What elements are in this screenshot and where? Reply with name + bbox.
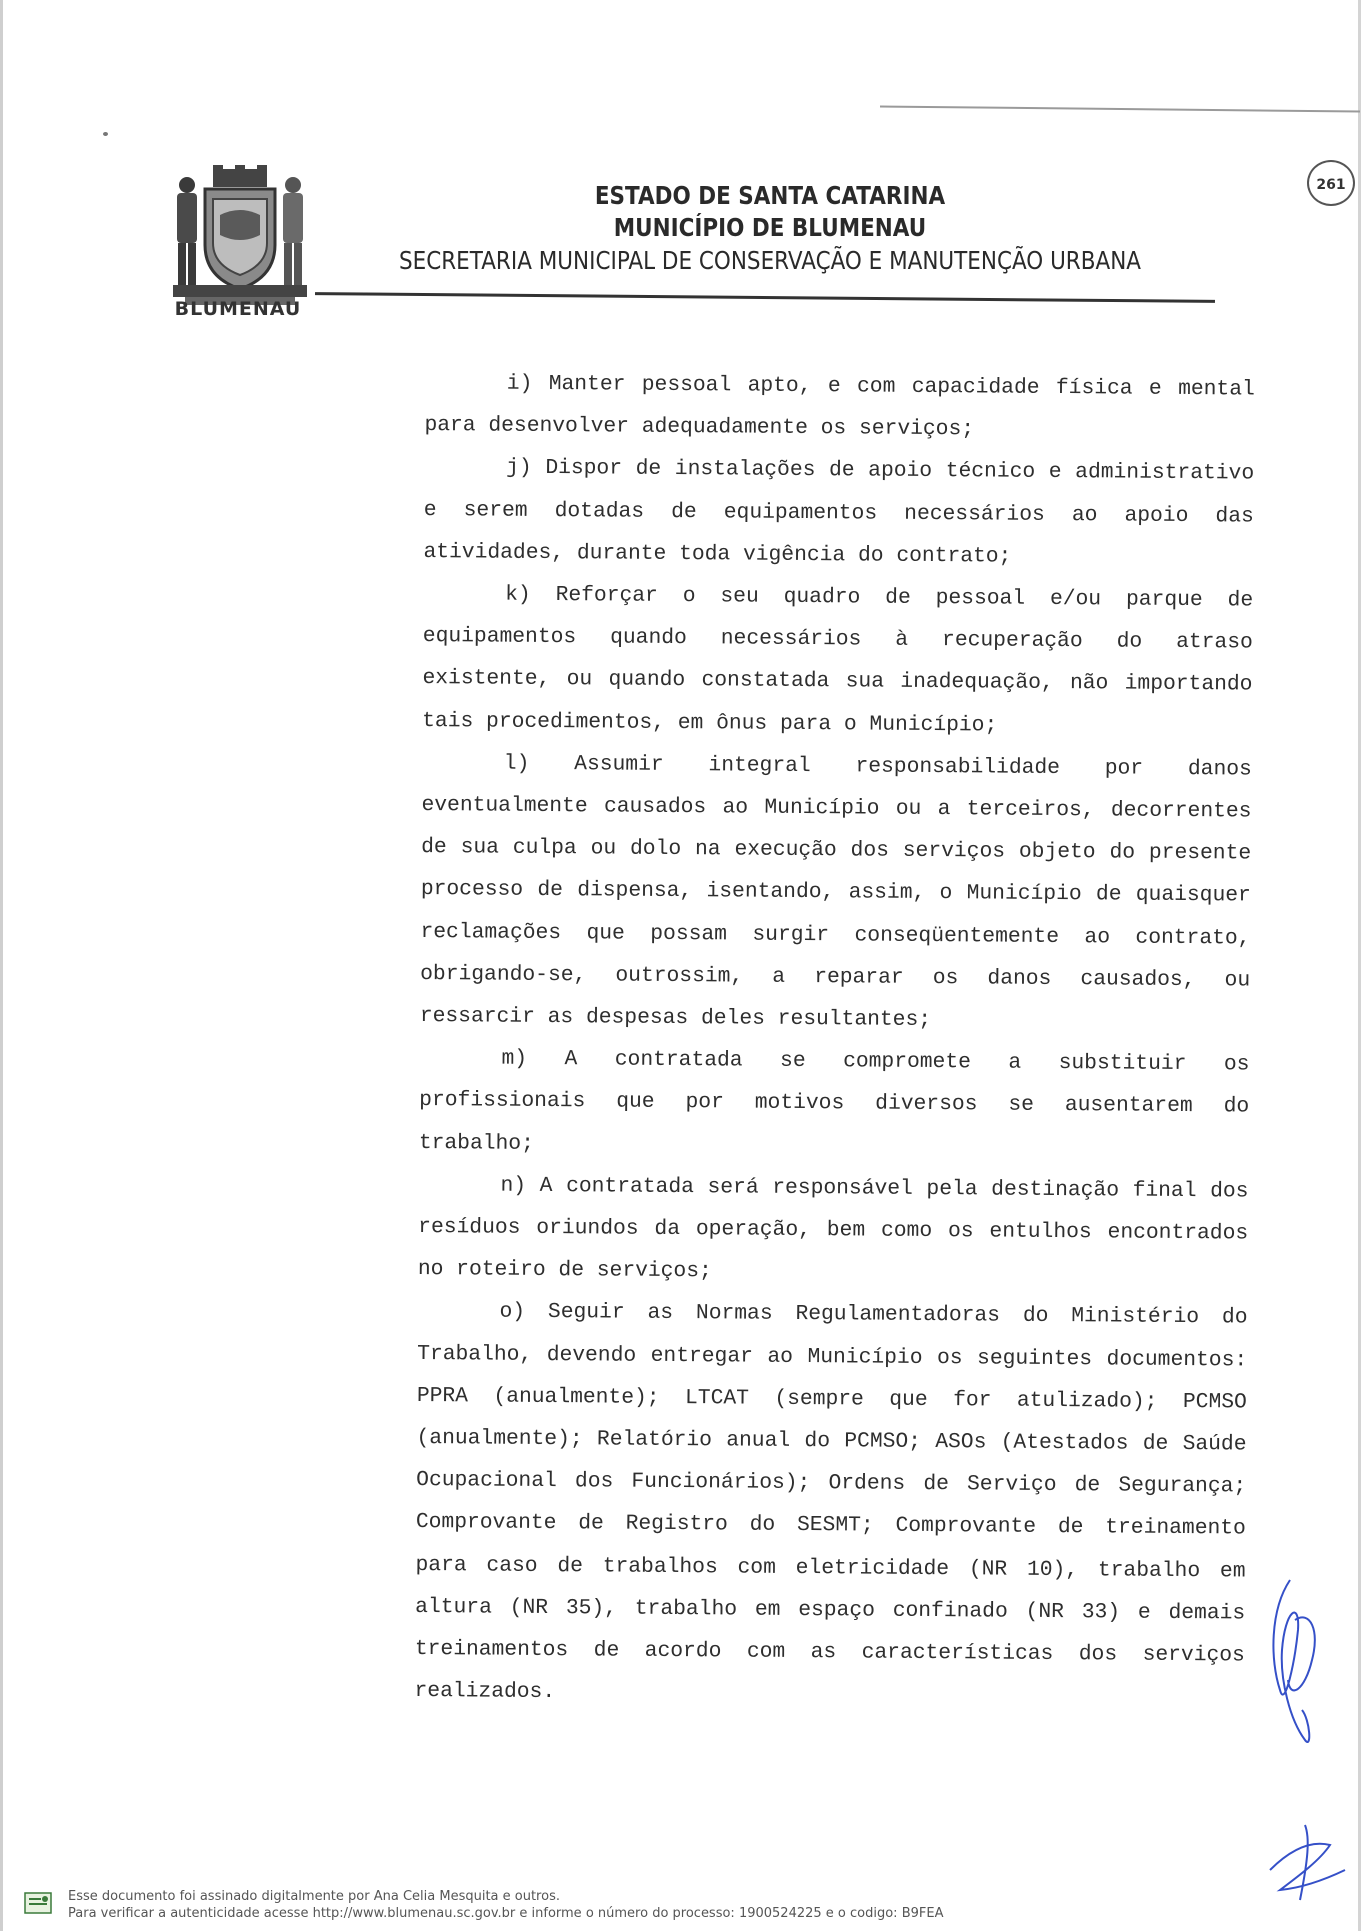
scan-speck bbox=[103, 132, 108, 136]
certificate-icon bbox=[24, 1892, 52, 1914]
page-number: 261 bbox=[1316, 177, 1346, 193]
header-state: ESTADO DE SANTA CATARINA bbox=[594, 181, 946, 210]
clause-j: j) Dispor de instalações de apoio técnico e administrativo e serem dotadas de equipamentos necessários ao apoio das atividades, durante toda vigência do contrato; bbox=[423, 456, 1255, 569]
header-municipality: MUNICÍPIO DE BLUMENAU bbox=[613, 213, 927, 242]
scan-top-line bbox=[880, 105, 1360, 112]
document-body bbox=[414, 362, 1255, 1719]
clause-o: o) Seguir as Normas Regulamentadoras do Ministério do Trabalho, devendo entregar ao Município os seguintes documentos: PPRA (anualmente); LTCAT (sempre que for atulizado); PCMSO (anualmente); Relatório anual do PCMSO; ASOs (Atestados de Saúde Ocupacional dos Funcionários); Ordens de Serviço de Segurança; Comprovante de Registro do SESMT; Comprovante de treinamento para caso de trabalhos com eletricidade (NR 10), trabalho em altura (NR 35), trabalho em espaço confinado (NR 33) e demais treinamentos de acordo com as características dos serviços realizados. bbox=[414, 1300, 1248, 1705]
footer-line-2: Para verificar a autenticidade acesse http://www.blumenau.sc.gov.br e informe o número do processo: 1900524225 e o codigo: B9FEA bbox=[68, 1906, 944, 1921]
clause-i: i) Manter pessoal apto, e com capacidade física e mental para desenvolver adequadamente os serviços; bbox=[424, 371, 1255, 442]
clause-l: l) Assumir integral responsabilidade por danos eventualmente causados ao Município ou a terceiros, decorrentes de sua culpa ou dolo na execução dos serviços objeto do presente processo de dispensa, isentando, assim, o Município de quaisquer reclamações que possam surgir conseqüentemente ao contrato, obrigando-se, outrossim, a reparar os danos causados, ou ressarcir as despesas deles resultantes; bbox=[419, 751, 1252, 1033]
digital-signature-footer bbox=[22, 1880, 1342, 1928]
clause-k: k) Reforçar o seu quadro de pessoal e/ou parque de equipamentos quando necessários à recuperação do atraso existente, ou quando constatada sua inadequação, não importando tais procedimentos, em ônus para o Município; bbox=[422, 582, 1254, 738]
header-department: SECRETARIA MUNICIPAL DE CONSERVAÇÃO E MANUTENÇÃO URBANA bbox=[398, 246, 1141, 275]
handwritten-signature bbox=[1250, 1570, 1360, 1930]
header-rule bbox=[315, 292, 1215, 303]
clause-n: n) A contratada será responsável pela destinação final dos resíduos oriundos da operação, bem como os entulhos encontrados no roteiro de serviços; bbox=[417, 1173, 1249, 1284]
page-edge-left bbox=[0, 0, 3, 1931]
clause-m: m) A contratada se compromete a substituir os profissionais que por motivos diversos se ausentarem do trabalho; bbox=[418, 1046, 1250, 1156]
footer-line-1: Esse documento foi assinado digitalmente por Ana Celia Mesquita e outros. bbox=[68, 1889, 560, 1904]
footer-text bbox=[68, 1888, 943, 1922]
municipal-crest-icon bbox=[165, 165, 315, 310]
crest-label: BLUMENAU bbox=[174, 298, 302, 320]
document-header bbox=[320, 180, 1220, 278]
page-number-stamp bbox=[1307, 160, 1355, 206]
